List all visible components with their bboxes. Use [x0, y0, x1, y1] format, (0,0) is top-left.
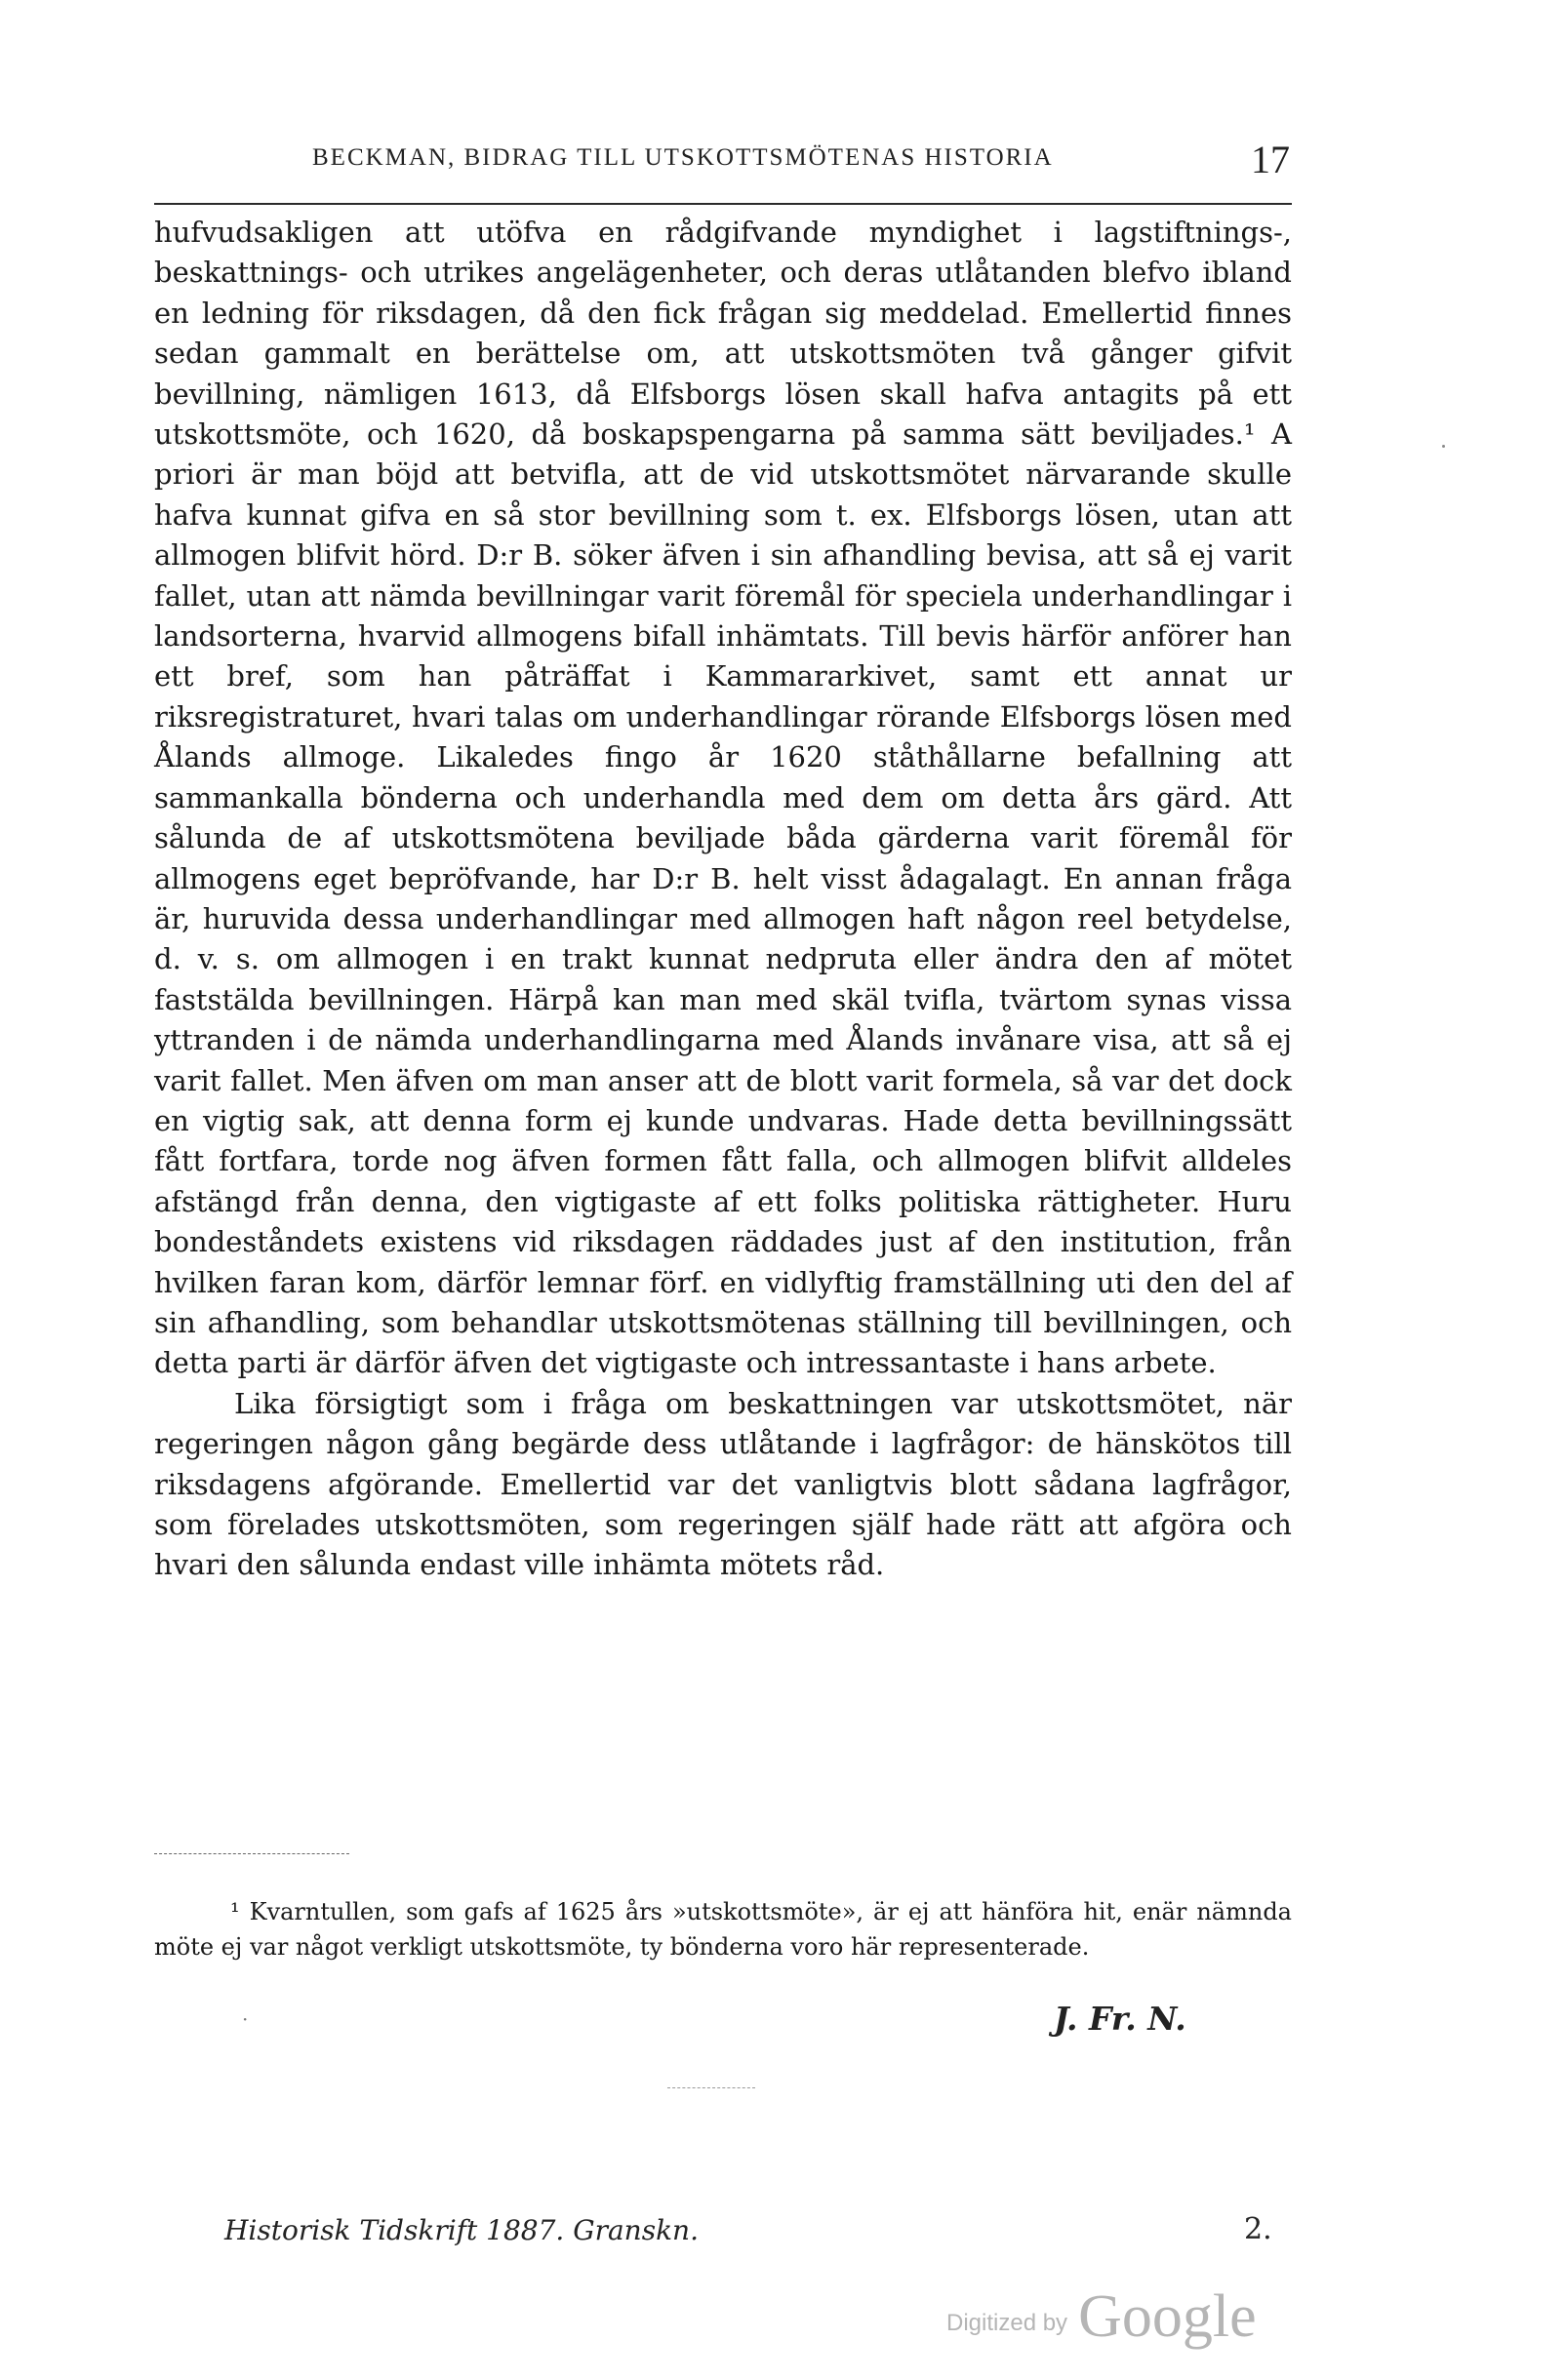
- header-rule: [154, 203, 1292, 205]
- margin-speck: [1442, 445, 1445, 448]
- paragraph-1: hufvudsakligen att utöfva en rådgifvande myndighet i lagstiftnings-, beskattnings- och utrikes angelägenheter, och deras utlåtanden blefvo ibland en ledning för riksdagen, då den fick frågan sig meddelad. Emellertid finnes sedan gammalt en berättelse om, att utskottsmöten två gånger gifvit bevillning, nämligen 1613, då Elfsborgs lösen skall hafva antagits på ett utskottsmöte, och 1620, då boskapspengarna på samma sätt beviljades.¹ A priori är man böjd att betvifla, att de vid utskottsmötet närvarande skulle hafva kunnat gifva en så stor bevillning som t. ex. Elfsborgs lösen, utan att allmogen blifvit hörd. D:r B. söker äfven i sin afhandling bevisa, att så ej varit fallet, utan att nämda bevillningar varit föremål för speciela underhandlingar i landsorterna, hvarvid allmogens bifall inhämtats. Till bevis härför anförer han ett bref, som han påträffat i Kammararkivet, samt ett annat ur riksregistraturet, hvari talas om underhandlingar rörande Elfsborgs lösen med Ålands allmoge. Likaledes fingo år 1620 ståthållarne befallning att sammankalla bönderna och underhandla med dem om detta års gärd. Att sålunda de af utskottsmötena beviljade båda gärderna varit föremål för allmogens eget bepröfvande, har D:r B. helt visst ådagalagt. En annan fråga är, huruvida dessa underhandlingar med allmogen haft någon reel betydelse, d. v. s. om allmogen i en trakt kunnat nedpruta eller ändra den af mötet faststälda bevillningen. Härpå kan man med skäl tvifla, tvärtom synas vissa yttranden i de nämda underhandlingarna med Ålands invånare visa, att så ej varit fallet. Men äfven om man anser att de blott varit formela, så var det dock en vigtig sak, att denna form ej kunde undvaras. Hade detta bevillningssätt fått fortfara, torde nog äfven formen fått falla, och allmogen blifvit alldeles afstängd från denna, den vigtigaste af ett folks politiska rättigheter. Huru bondeståndets existens vid riksdagen räddades just af den institution, från hvilken faran kom, därför lemnar förf. en vidlyftig framställning uti den del af sin afhandling, som behandlar utskottsmötenas ställning till bevillningen, och detta parti är därför äfven det vigtigaste och intressantaste i hans arbete.: [154, 216, 1292, 1380]
- footnote-rule: [154, 1853, 349, 1855]
- watermark-prefix: Digitized by: [946, 2310, 1068, 2336]
- footnote: ¹ Kvarntullen, som gafs af 1625 års »utskottsmöte», är ej att hänföra hit, enär nämnda möte ej var något verkligt utskottsmöte, ty bönderna voro här representerade.: [154, 1898, 1292, 1961]
- running-header: [156, 137, 1290, 185]
- google-logo: Google: [1078, 2283, 1257, 2350]
- footer-source: Historisk Tidskrift 1887. Granskn.: [224, 2214, 699, 2246]
- body-text: [154, 213, 1292, 1586]
- end-rule: [667, 2087, 755, 2089]
- sheet-mark: 2.: [1244, 2212, 1272, 2246]
- margin-speck: ·: [242, 2007, 249, 2031]
- digitization-watermark: [946, 2282, 1257, 2351]
- running-title: BECKMAN, BIDRAG TILL UTSKOTTSMÖTENAS HISTORIA: [312, 144, 1054, 171]
- paragraph-2: Lika försigtigt som i fråga om beskattningen var utskottsmötet, när regeringen någon gång begärde dess utlåtande i lagfrågor: de hänskötos till riksdagens afgörande. Emellertid var det vanligtvis blott sådana lagfrågor, som förelades utskottsmöten, som regeringen själf hade rätt att afgöra och hvari den sålunda endast ville inhämta mötets råd.: [154, 1386, 1292, 1582]
- signature: J. Fr. N.: [1054, 2000, 1186, 2038]
- page-number: 17: [1251, 138, 1290, 181]
